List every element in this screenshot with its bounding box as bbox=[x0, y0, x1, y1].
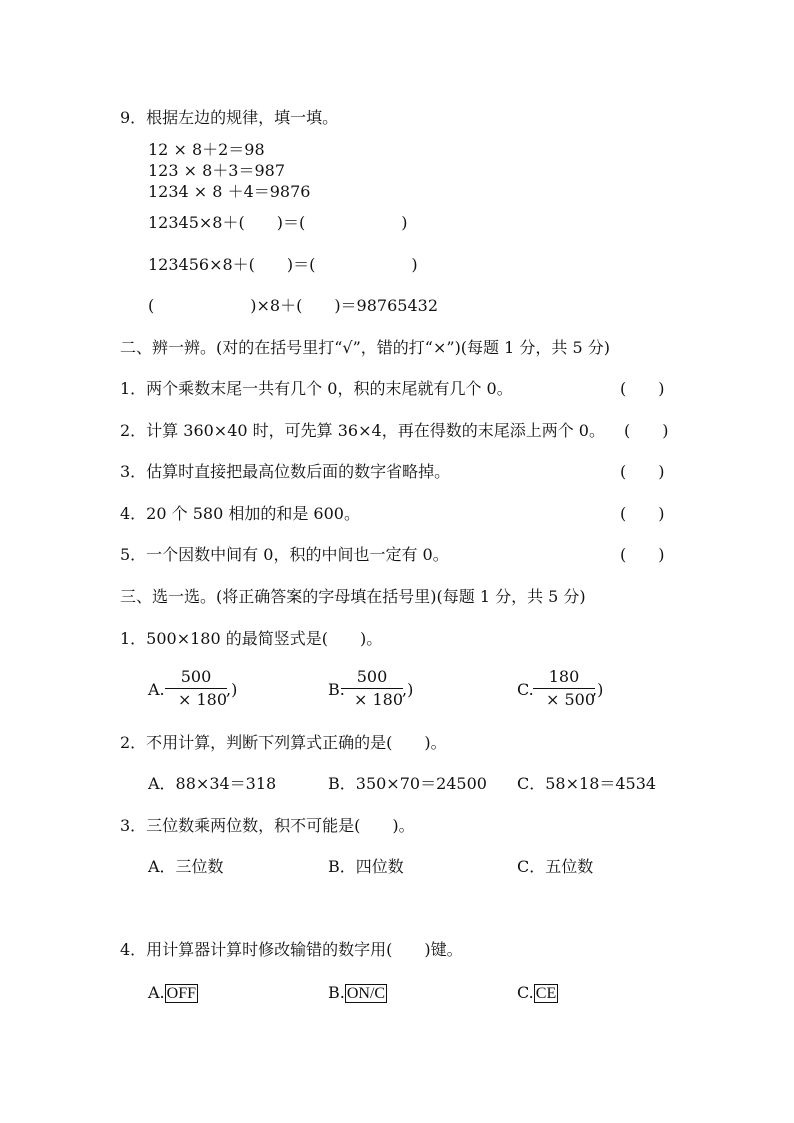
section2-item-1: 1．两个乘数末尾一共有几个 0，积的末尾就有几个 0。 bbox=[120, 379, 513, 398]
section2-title: 二、辨一辨。(对的在括号里打“√”，错的打“×”)(每题 1 分，共 5 分) bbox=[120, 338, 610, 357]
q9-pattern-line-2: 123 × 8＋3＝987 bbox=[148, 161, 286, 180]
section2-item-5: 5．一个因数中间有 0，积的中间也一定有 0。 bbox=[120, 545, 449, 564]
section3-q2-stem: 2．不用计算，判断下列算式正确的是( )。 bbox=[120, 733, 447, 752]
q3-option-c: C．五位数 bbox=[517, 857, 594, 876]
section2-item-4: 4．20 个 580 相加的和是 600。 bbox=[120, 504, 360, 523]
section2-item-2: 2．计算 360×40 时，可先算 36×4，再在得数的末尾添上两个 0。 bbox=[120, 421, 605, 440]
q1-option-a-bottom: × 180 bbox=[177, 690, 227, 709]
section3-q1-stem: 1．500×180 的最简竖式是( )。 bbox=[120, 629, 383, 648]
ce-key: CE bbox=[535, 985, 557, 1002]
q3-option-a: A．三位数 bbox=[148, 857, 224, 876]
section2-answer-paren-1: ( ) bbox=[620, 379, 665, 398]
q4-option-b-prefix: B. bbox=[328, 983, 345, 1002]
on-c-key: ON/C bbox=[346, 985, 386, 1002]
q1-option-c-vertical-form bbox=[533, 667, 595, 710]
q9-title: 9．根据左边的规律，填一填。 bbox=[120, 108, 339, 127]
q4-option-a-prefix: A. bbox=[148, 983, 165, 1002]
q9-pattern-line-1: 12 × 8＋2＝98 bbox=[148, 140, 265, 159]
q1-option-a-vertical-form bbox=[165, 667, 227, 710]
section3-q4-stem: 4．用计算器计算时修改输错的数字用( )键。 bbox=[120, 940, 463, 959]
q1-option-b-bottom: × 180 bbox=[353, 690, 403, 709]
section2-item-3: 3．估算时直接把最高位数后面的数字省略掉。 bbox=[120, 462, 451, 481]
q1-option-c-bottom: × 500 bbox=[545, 690, 595, 709]
q1-option-b-vertical-form bbox=[341, 667, 403, 710]
q4-option-c bbox=[517, 983, 558, 1004]
q2-option-b: B．350×70＝24500 bbox=[328, 774, 487, 793]
q4-option-c-prefix: C. bbox=[517, 983, 534, 1002]
q1-option-c-top: 180 bbox=[533, 667, 595, 689]
q1-option-a-suffix: ,) bbox=[226, 680, 238, 699]
q1-option-b-suffix: ,) bbox=[402, 680, 414, 699]
q1-option-c-suffix: ,) bbox=[592, 680, 604, 699]
q9-blank-line-3: ( )×8＋( )＝98765432 bbox=[148, 296, 438, 315]
q1-option-b-top: 500 bbox=[341, 667, 403, 689]
q9-pattern-line-3: 1234 × 8 ＋4＝9876 bbox=[148, 182, 311, 201]
q3-option-b: B．四位数 bbox=[328, 857, 404, 876]
q1-option-a-top: 500 bbox=[165, 667, 227, 689]
q9-blank-line-2: 123456×8＋( )＝( ) bbox=[148, 255, 418, 274]
off-key: OFF bbox=[166, 985, 196, 1002]
q4-option-b bbox=[328, 983, 387, 1004]
q2-option-c: C．58×18＝4534 bbox=[517, 774, 657, 793]
q1-option-c-prefix: C. bbox=[517, 680, 534, 699]
section2-answer-paren-2: ( ) bbox=[624, 421, 669, 440]
q4-option-a bbox=[148, 983, 198, 1004]
section3-q3-stem: 3．三位数乘两位数，积不可能是( )。 bbox=[120, 816, 415, 835]
section2-answer-paren-4: ( ) bbox=[620, 504, 665, 523]
q1-option-a-prefix: A. bbox=[148, 680, 165, 699]
section2-answer-paren-5: ( ) bbox=[620, 545, 665, 564]
q2-option-a: A．88×34＝318 bbox=[148, 774, 277, 793]
q9-blank-line-1: 12345×8＋( )＝( ) bbox=[148, 213, 408, 232]
q1-option-b-prefix: B. bbox=[328, 680, 345, 699]
section2-answer-paren-3: ( ) bbox=[620, 462, 665, 481]
section3-title: 三、选一选。(将正确答案的字母填在括号里)(每题 1 分，共 5 分) bbox=[120, 587, 586, 606]
